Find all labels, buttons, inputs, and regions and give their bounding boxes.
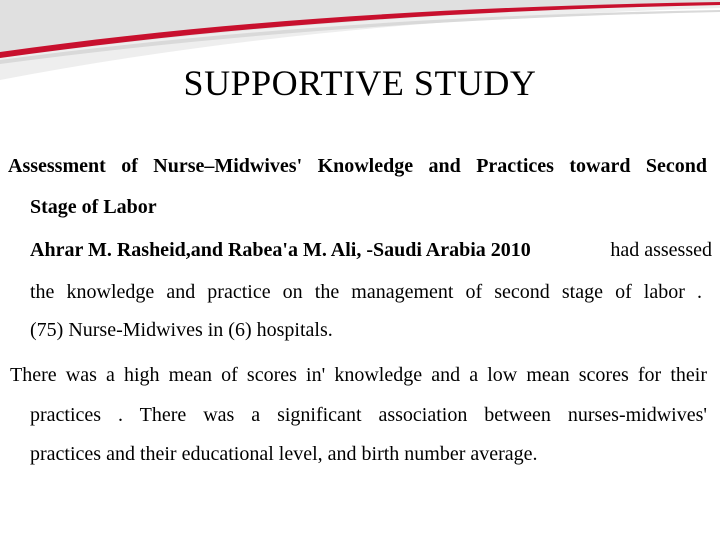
paragraph-2-line-3: practices and their educational level, and birth number average. — [30, 443, 538, 465]
authors-names: Ahrar M. Rasheid,and Rabea'a M. Ali, -Saudi Arabia 2010 — [30, 239, 531, 261]
paragraph-2-text-2: practices . There was a significant association between nurses-midwives' — [30, 404, 707, 426]
paragraph-1-line-2 — [30, 280, 702, 304]
paragraph-2-line-1 — [10, 363, 707, 387]
paragraph-1-text-2: the knowledge and practice on the management of second stage of labor . — [30, 281, 702, 303]
paragraph-2-line-2 — [30, 403, 707, 427]
study-title-line-2: Stage of Labor — [30, 196, 157, 218]
authors-rest: had assessed — [610, 239, 712, 261]
authors-line — [30, 238, 712, 262]
slide-title: SUPPORTIVE STUDY — [183, 63, 537, 103]
paragraph-2-text-1: There was a high mean of scores in' knowledge and a low mean scores for their — [10, 364, 707, 386]
study-title-line-1 — [8, 154, 707, 178]
study-title-text-1: Assessment of Nurse–Midwives' Knowledge and Practices toward Second — [8, 155, 707, 177]
paragraph-1-line-3: (75) Nurse-Midwives in (6) hospitals. — [30, 319, 333, 341]
